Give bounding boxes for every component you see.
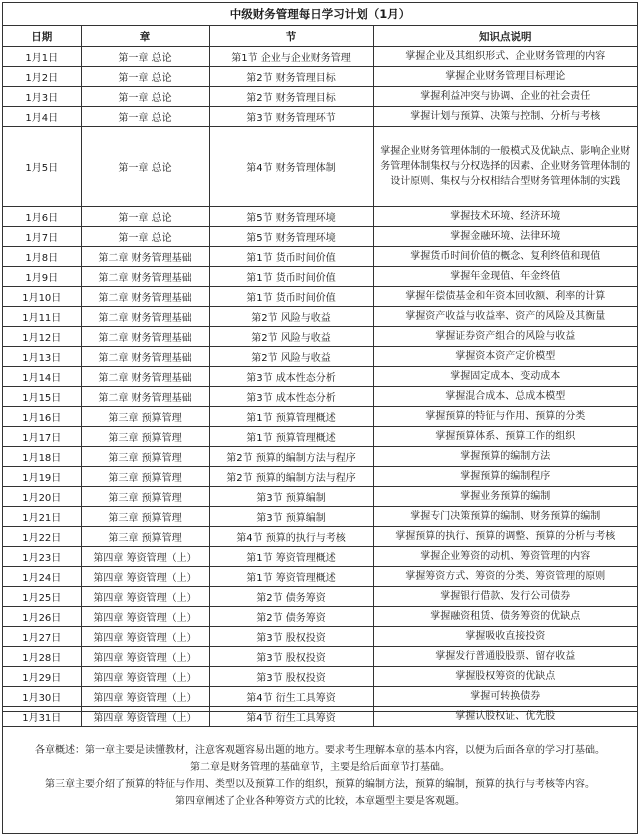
chapter-cell: 第四章 筹资管理（上） [81, 567, 209, 587]
knowledge-cell: 掌握企业财务管理体制的一般模式及优缺点、影响企业财务管理体制集权与分权选择的因素、企业财务管理体制的设计原则、集权与分权相结合型财务管理体制的实践 [373, 127, 637, 207]
chapter-cell: 第三章 预算管理 [81, 487, 209, 507]
table-row [3, 287, 637, 307]
knowledge-cell: 掌握银行借款、发行公司债券 [373, 587, 637, 607]
date-cell: 1月30日 [3, 687, 81, 707]
knowledge-cell: 掌握预算的特征与作用、预算的分类 [373, 407, 637, 427]
section-cell: 第3节 财务管理环节 [209, 107, 373, 127]
knowledge-cell: 掌握资本资产定价模型 [373, 347, 637, 367]
knowledge-cell: 掌握企业筹资的动机、筹资管理的内容 [373, 547, 637, 567]
table-row [3, 127, 637, 207]
date-cell: 1月14日 [3, 367, 81, 387]
chapter-cell: 第四章 筹资管理（上） [81, 547, 209, 567]
table-row [3, 447, 637, 467]
date-cell: 1月16日 [3, 407, 81, 427]
knowledge-cell: 掌握企业及其组织形式、企业财务管理的内容 [373, 47, 637, 67]
section-cell: 第2节 预算的编制方法与程序 [209, 467, 373, 487]
date-cell: 1月9日 [3, 267, 81, 287]
knowledge-cell: 掌握股权筹资的优缺点 [373, 667, 637, 687]
section-cell: 第1节 货币时间价值 [209, 247, 373, 267]
date-cell: 1月6日 [3, 207, 81, 227]
chapter-cell: 第二章 财务管理基础 [81, 307, 209, 327]
chapter-cell: 第一章 总论 [81, 107, 209, 127]
knowledge-cell: 掌握利益冲突与协调、企业的社会责任 [373, 87, 637, 107]
date-cell: 1月19日 [3, 467, 81, 487]
chapter-cell: 第一章 总论 [81, 67, 209, 87]
table-row [3, 267, 637, 287]
table-row [3, 347, 637, 367]
chapter-cell: 第四章 筹资管理（上） [81, 627, 209, 647]
col-header-knowledge: 知识点说明 [373, 26, 637, 47]
table-row [3, 507, 637, 527]
col-header-section: 节 [209, 26, 373, 47]
chapter-notes [3, 711, 637, 833]
date-cell: 1月31日 [3, 707, 81, 727]
note-line: 第四章阐述了企业各种筹资方式的比较，本章题型主要是客观题。 [175, 796, 465, 807]
chapter-cell: 第三章 预算管理 [81, 467, 209, 487]
chapter-cell: 第一章 总论 [81, 87, 209, 107]
date-cell: 1月12日 [3, 327, 81, 347]
section-cell: 第5节 财务管理环境 [209, 207, 373, 227]
date-cell: 1月22日 [3, 527, 81, 547]
date-cell: 1月24日 [3, 567, 81, 587]
knowledge-cell: 掌握年偿债基金和年资本回收额、利率的计算 [373, 287, 637, 307]
date-cell: 1月10日 [3, 287, 81, 307]
chapter-cell: 第四章 筹资管理（上） [81, 687, 209, 707]
note-line: 第二章是财务管理的基础章节，主要是给后面章节打基础。 [190, 762, 450, 773]
chapter-cell: 第四章 筹资管理（上） [81, 587, 209, 607]
knowledge-cell: 掌握专门决策预算的编制、财务预算的编制 [373, 507, 637, 527]
chapter-cell: 第二章 财务管理基础 [81, 387, 209, 407]
knowledge-cell: 掌握金融环境、法律环境 [373, 227, 637, 247]
table-header-row [3, 26, 637, 47]
section-cell: 第1节 企业与企业财务管理 [209, 47, 373, 67]
knowledge-cell: 掌握证券资产组合的风险与收益 [373, 327, 637, 347]
section-cell: 第3节 预算编制 [209, 487, 373, 507]
table-row [3, 227, 637, 247]
knowledge-cell: 掌握技术环境、经济环境 [373, 207, 637, 227]
knowledge-cell: 掌握预算的编制程序 [373, 467, 637, 487]
knowledge-cell: 掌握资产收益与收益率、资产的风险及其衡量 [373, 307, 637, 327]
section-cell: 第3节 预算编制 [209, 507, 373, 527]
section-cell: 第3节 成本性态分析 [209, 387, 373, 407]
section-cell: 第1节 预算管理概述 [209, 427, 373, 447]
section-cell: 第4节 财务管理体制 [209, 127, 373, 207]
section-cell: 第3节 股权投资 [209, 627, 373, 647]
section-cell: 第1节 筹资管理概述 [209, 567, 373, 587]
section-cell: 第3节 股权投资 [209, 647, 373, 667]
table-row [3, 67, 637, 87]
chapter-cell: 第二章 财务管理基础 [81, 367, 209, 387]
table-row [3, 667, 637, 687]
table-row [3, 467, 637, 487]
table-row [3, 327, 637, 347]
section-cell: 第2节 风险与收益 [209, 347, 373, 367]
chapter-cell: 第三章 预算管理 [81, 427, 209, 447]
section-cell: 第2节 债务筹资 [209, 587, 373, 607]
date-cell: 1月2日 [3, 67, 81, 87]
table-row [3, 87, 637, 107]
section-cell: 第2节 债务筹资 [209, 607, 373, 627]
section-cell: 第2节 风险与收益 [209, 327, 373, 347]
section-cell: 第2节 风险与收益 [209, 307, 373, 327]
knowledge-cell: 掌握认股权证、优先股 [373, 707, 637, 727]
chapter-cell: 第一章 总论 [81, 207, 209, 227]
section-cell: 第4节 预算的执行与考核 [209, 527, 373, 547]
table-row [3, 407, 637, 427]
date-cell: 1月15日 [3, 387, 81, 407]
date-cell: 1月29日 [3, 667, 81, 687]
table-row [3, 427, 637, 447]
date-cell: 1月7日 [3, 227, 81, 247]
table-row [3, 207, 637, 227]
table-row [3, 247, 637, 267]
date-cell: 1月8日 [3, 247, 81, 267]
table-row [3, 587, 637, 607]
chapter-cell: 第二章 财务管理基础 [81, 247, 209, 267]
table-row [3, 567, 637, 587]
note-line: 第三章主要介绍了预算的特征与作用、类型以及预算工作的组织，预算的编制方法，预算的编制，预算的执行与考核等内容。 [45, 779, 595, 790]
date-cell: 1月20日 [3, 487, 81, 507]
knowledge-cell: 掌握吸收直接投资 [373, 627, 637, 647]
date-cell: 1月21日 [3, 507, 81, 527]
knowledge-cell: 掌握筹资方式、筹资的分类、筹资管理的原则 [373, 567, 637, 587]
table-row [3, 527, 637, 547]
table-row [3, 367, 637, 387]
study-plan-sheet [2, 2, 638, 834]
table-row [3, 647, 637, 667]
date-cell: 1月13日 [3, 347, 81, 367]
chapter-cell: 第三章 预算管理 [81, 507, 209, 527]
table-row [3, 607, 637, 627]
section-cell: 第1节 预算管理概述 [209, 407, 373, 427]
chapter-cell: 第三章 预算管理 [81, 447, 209, 467]
knowledge-cell: 掌握企业财务管理目标理论 [373, 67, 637, 87]
note-line: 各章概述：第一章主要是读懂教材，注意客观题容易出题的地方。要求考生理解本章的基本内容，以便为后面各章的学习打基础。 [35, 745, 605, 756]
chapter-cell: 第一章 总论 [81, 47, 209, 67]
chapter-cell: 第四章 筹资管理（上） [81, 667, 209, 687]
section-cell: 第2节 财务管理目标 [209, 67, 373, 87]
chapter-cell: 第二章 财务管理基础 [81, 287, 209, 307]
table-row [3, 107, 637, 127]
section-cell: 第3节 股权投资 [209, 667, 373, 687]
date-cell: 1月1日 [3, 47, 81, 67]
page-title: 中级财务管理每日学习计划（1月） [3, 3, 637, 26]
date-cell: 1月28日 [3, 647, 81, 667]
table-row [3, 387, 637, 407]
knowledge-cell: 掌握年金现值、年金终值 [373, 267, 637, 287]
chapter-cell: 第三章 预算管理 [81, 527, 209, 547]
chapter-cell: 第四章 筹资管理（上） [81, 607, 209, 627]
table-row [3, 307, 637, 327]
section-cell: 第2节 财务管理目标 [209, 87, 373, 107]
section-cell: 第1节 货币时间价值 [209, 287, 373, 307]
col-header-date: 日期 [3, 26, 81, 47]
knowledge-cell: 掌握发行普通股股票、留存收益 [373, 647, 637, 667]
knowledge-cell: 掌握预算的执行、预算的调整、预算的分析与考核 [373, 527, 637, 547]
section-cell: 第4节 衍生工具筹资 [209, 687, 373, 707]
section-cell: 第1节 筹资管理概述 [209, 547, 373, 567]
knowledge-cell: 掌握业务预算的编制 [373, 487, 637, 507]
date-cell: 1月23日 [3, 547, 81, 567]
section-cell: 第2节 预算的编制方法与程序 [209, 447, 373, 467]
table-row [3, 47, 637, 67]
date-cell: 1月11日 [3, 307, 81, 327]
section-cell: 第4节 衍生工具筹资 [209, 707, 373, 727]
date-cell: 1月4日 [3, 107, 81, 127]
section-cell: 第1节 货币时间价值 [209, 267, 373, 287]
plan-table [3, 26, 637, 727]
col-header-chapter: 章 [81, 26, 209, 47]
date-cell: 1月27日 [3, 627, 81, 647]
section-cell: 第5节 财务管理环境 [209, 227, 373, 247]
date-cell: 1月25日 [3, 587, 81, 607]
date-cell: 1月17日 [3, 427, 81, 447]
table-row [3, 487, 637, 507]
table-row [3, 547, 637, 567]
chapter-cell: 第二章 财务管理基础 [81, 267, 209, 287]
knowledge-cell: 掌握货币时间价值的概念、复利终值和现值 [373, 247, 637, 267]
chapter-cell: 第二章 财务管理基础 [81, 327, 209, 347]
knowledge-cell: 掌握融资租赁、债务筹资的优缺点 [373, 607, 637, 627]
knowledge-cell: 掌握预算体系、预算工作的组织 [373, 427, 637, 447]
chapter-cell: 第一章 总论 [81, 227, 209, 247]
knowledge-cell: 掌握混合成本、总成本模型 [373, 387, 637, 407]
chapter-cell: 第四章 筹资管理（上） [81, 647, 209, 667]
table-row [3, 687, 637, 707]
chapter-cell: 第二章 财务管理基础 [81, 347, 209, 367]
knowledge-cell: 掌握固定成本、变动成本 [373, 367, 637, 387]
chapter-cell: 第一章 总论 [81, 127, 209, 207]
date-cell: 1月26日 [3, 607, 81, 627]
plan-table-body [3, 47, 637, 727]
chapter-cell: 第四章 筹资管理（上） [81, 707, 209, 727]
knowledge-cell: 掌握预算的编制方法 [373, 447, 637, 467]
knowledge-cell: 掌握可转换债券 [373, 687, 637, 707]
date-cell: 1月18日 [3, 447, 81, 467]
knowledge-cell: 掌握计划与预算、决策与控制、分析与考核 [373, 107, 637, 127]
date-cell: 1月3日 [3, 87, 81, 107]
chapter-cell: 第三章 预算管理 [81, 407, 209, 427]
date-cell: 1月5日 [3, 127, 81, 207]
table-row [3, 627, 637, 647]
section-cell: 第3节 成本性态分析 [209, 367, 373, 387]
